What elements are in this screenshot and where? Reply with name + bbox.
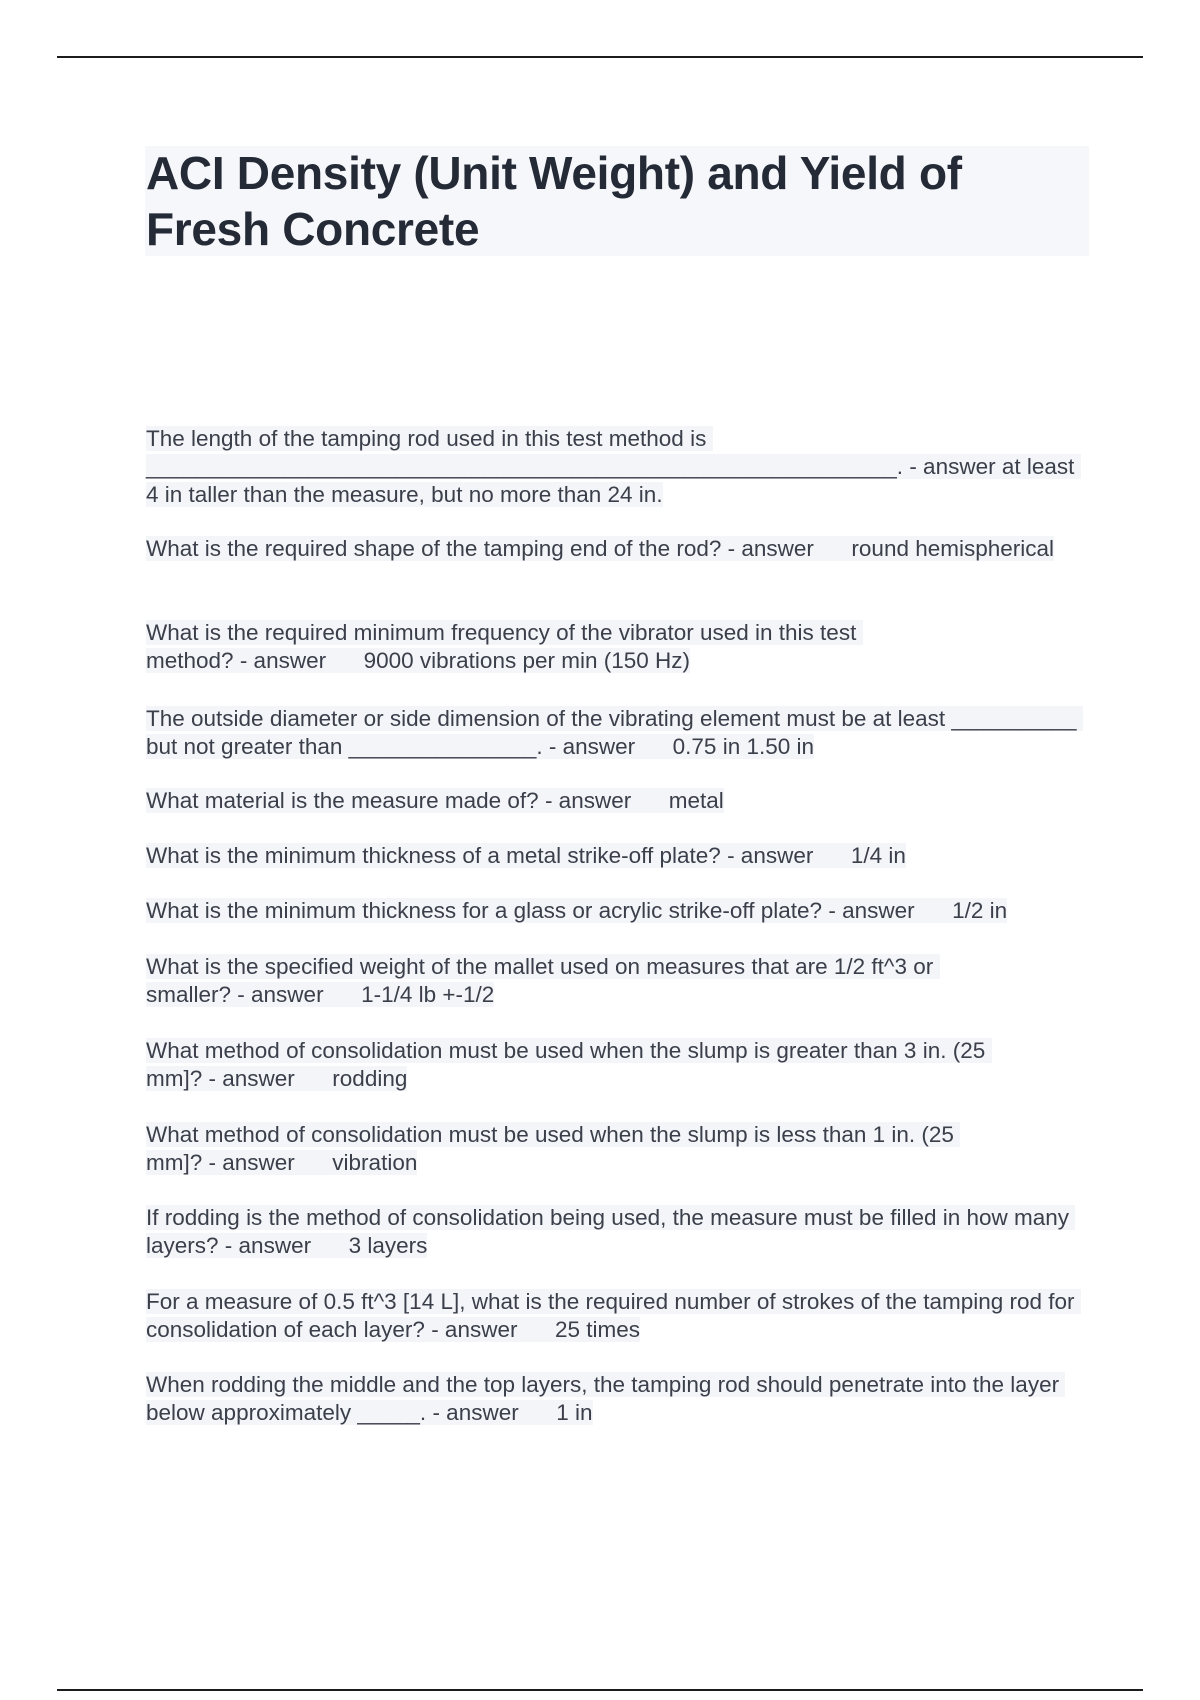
question-text: What material is the measure made of? (146, 788, 539, 813)
qa-item: The outside diameter or side dimension of the vibrating element must be at least __________ but not greater than _______________. - answer 0.75 in 1.50 in (146, 706, 1083, 759)
question-text: If rodding is the method of consolidation being used, the measure must be filled in how many layers? (146, 1205, 1076, 1258)
question-text: What is the minimum thickness of a metal strike-off plate? (146, 843, 721, 868)
qa-item: What method of consolidation must be used when the slump is less than 1 in. (25 mm]? - answer vibration (146, 1122, 961, 1175)
question-text: For a measure of 0.5 ft^3 [14 L], what is the required number of strokes of the tamping rod for consolidation of each layer? (146, 1289, 1081, 1342)
answer-text: 1 in (556, 1400, 593, 1425)
qa-item: What is the minimum thickness of a metal strike-off plate? - answer 1/4 in (146, 843, 906, 868)
answer-text: 3 layers (348, 1233, 428, 1258)
qa-item: What is the required shape of the tamping end of the rod? - answer round hemispherical (146, 536, 1055, 561)
question-text: The outside diameter or side dimension of the vibrating element must be at least __________ but not greater than _______________. (146, 706, 1083, 759)
answer-text: 25 times (554, 1317, 641, 1342)
question-text: What is the minimum thickness for a glass or acrylic strike-off plate? (146, 898, 823, 923)
qa-item: What is the required minimum frequency of the vibrator used in this test method? - answer 9000 vibrations per min (150 Hz) (146, 620, 863, 673)
answer-text: 9000 vibrations per min (150 Hz) (363, 648, 691, 673)
question-text: What is the required minimum frequency of the vibrator used in this test method? (146, 620, 863, 673)
qa-item: What method of consolidation must be used when the slump is greater than 3 in. (25 mm]? - answer rodding (146, 1038, 992, 1091)
qa-item: For a measure of 0.5 ft^3 [14 L], what is the required number of strokes of the tamping rod for consolidation of each layer? - answer 25 times (146, 1289, 1081, 1342)
qa-item: What material is the measure made of? - answer metal (146, 788, 724, 813)
question-text: When rodding the middle and the top layers, the tamping rod should penetrate into the layer below approximately _____. (146, 1372, 1066, 1425)
page-title: ACI Density (Unit Weight) and Yield of Fresh Concrete (146, 147, 962, 255)
answer-text: 0.75 in 1.50 in (672, 734, 815, 759)
question-text: What is the specified weight of the mallet used on measures that are 1/2 ft^3 or smaller? (146, 954, 940, 1007)
answer-text: 1/4 in (850, 843, 906, 868)
question-text: The length of the tamping rod used in this test method is ____________________________________________________________. (146, 426, 904, 479)
answer-text: round hemispherical (851, 536, 1055, 561)
answer-text: vibration (332, 1150, 418, 1175)
qa-item: The length of the tamping rod used in this test method is ____________________________________________________________. - answer at least 4 in taller than the measure, but no more than 24 in. (146, 426, 1081, 507)
bottom-rule (57, 1689, 1143, 1691)
answer-text: 1-1/4 lb +-1/2 (361, 982, 495, 1007)
qa-item: What is the minimum thickness for a glass or acrylic strike-off plate? - answer 1/2 in (146, 898, 1008, 923)
qa-item: When rodding the middle and the top layers, the tamping rod should penetrate into the layer below approximately _____. - answer 1 in (146, 1372, 1066, 1425)
question-text: What method of consolidation must be used when the slump is less than 1 in. (25 mm]? (146, 1122, 961, 1175)
answer-text: at least 4 in taller than the measure, but no more than 24 in. (146, 454, 1081, 507)
qa-item: If rodding is the method of consolidation being used, the measure must be filled in how many layers? - answer 3 layers (146, 1205, 1076, 1258)
answer-text: rodding (332, 1066, 408, 1091)
top-rule (57, 56, 1143, 58)
question-text: What method of consolidation must be used when the slump is greater than 3 in. (25 mm]? (146, 1038, 992, 1091)
answer-text: 1/2 in (952, 898, 1008, 923)
qa-item: What is the specified weight of the mallet used on measures that are 1/2 ft^3 or smaller? - answer 1-1/4 lb +-1/2 (146, 954, 940, 1007)
question-text: What is the required shape of the tamping end of the rod? (146, 536, 722, 561)
answer-text: metal (668, 788, 724, 813)
